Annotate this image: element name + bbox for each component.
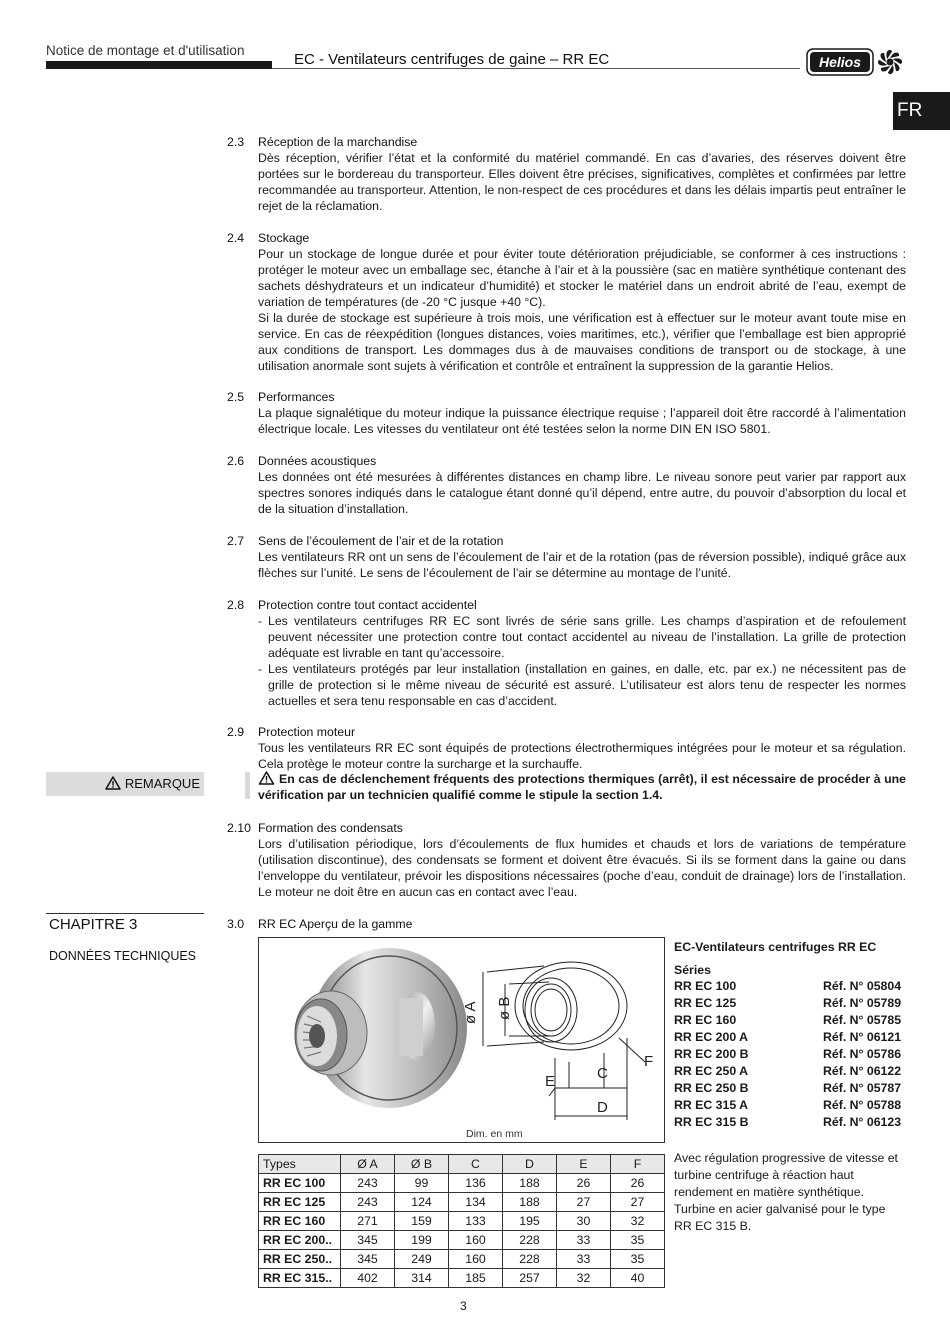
table-cell: 35 bbox=[611, 1250, 665, 1269]
series-item bbox=[674, 1063, 906, 1080]
series-type: RR EC 200 A bbox=[674, 1030, 749, 1044]
table-cell: 33 bbox=[557, 1250, 611, 1269]
table-cell: 32 bbox=[611, 1212, 665, 1231]
dim-label-d: D bbox=[597, 1099, 608, 1116]
dimension-note: Dim. en mm bbox=[466, 1128, 523, 1140]
series-type: RR EC 315 A bbox=[674, 1098, 749, 1112]
series-type: RR EC 160 bbox=[674, 1013, 737, 1027]
chapter-subtitle: DONNÉES TECHNIQUES bbox=[49, 949, 197, 963]
note-text-content: En cas de déclenchement fréquents des protections thermiques (arrêt), il est nécessaire de procéder à une vérification par un technicien qualifié comme le stipule la section 1.4. bbox=[258, 772, 906, 802]
fan-illustration bbox=[259, 938, 666, 1144]
dim-label-f: F bbox=[644, 1053, 654, 1070]
fan-photo bbox=[295, 948, 467, 1108]
series-subtitle: Séries bbox=[674, 963, 711, 977]
dimensions-table bbox=[258, 1154, 665, 1288]
section-number: 2.9 bbox=[227, 725, 245, 739]
table-cell: 314 bbox=[395, 1269, 449, 1288]
section-number: 2.7 bbox=[227, 534, 245, 548]
warning-icon bbox=[105, 776, 121, 790]
table-cell: RR EC 250.. bbox=[259, 1250, 341, 1269]
list-item: - Les ventilateurs protégés par leur installation (installation en gaines, en dalle, etc. par ex.) ne nécessitent pas de grille de protection si le même niveau de sécurité est assuré. L’utilisateur est alors tenu de respecter les normes actuelles et sera tenu responsable en cas d’accident. bbox=[258, 661, 906, 709]
table-row bbox=[259, 1269, 665, 1288]
table-cell: 257 bbox=[503, 1269, 557, 1288]
section-title: Protection moteur bbox=[258, 725, 356, 739]
table-cell: 345 bbox=[341, 1231, 395, 1250]
dim-label-c: C bbox=[597, 1065, 608, 1082]
table-cell: RR EC 200.. bbox=[259, 1231, 341, 1250]
table-cell: 32 bbox=[557, 1269, 611, 1288]
table-header-cell: Types bbox=[259, 1155, 341, 1174]
note-bar bbox=[245, 772, 250, 799]
series-ref: Réf. N° 05787 bbox=[823, 1081, 902, 1095]
section-body: Tous les ventilateurs RR EC sont équipés de protections électrothermiques intégrées pour le moteur et sa régulation. Cela protège le moteur contre la surcharge et la surchauffe. bbox=[258, 741, 906, 771]
section-title: Performances bbox=[258, 390, 335, 404]
section-number: 2.4 bbox=[227, 231, 245, 245]
series-ref: Réf. N° 05789 bbox=[823, 996, 902, 1010]
series-ref: Réf. N° 05786 bbox=[823, 1047, 902, 1061]
series-ref: Réf. N° 06123 bbox=[823, 1115, 902, 1129]
table-cell: 124 bbox=[395, 1193, 449, 1212]
table-header-cell: E bbox=[557, 1155, 611, 1174]
series-description: Avec régulation progressive de vitesse et turbine centrifuge à réaction haut rendement en matière synthétique. Turbine en acier galvanisé pour le type RR EC 315 B. bbox=[674, 1151, 898, 1233]
table-row bbox=[259, 1231, 665, 1250]
dim-label-b: ø B bbox=[496, 996, 513, 1020]
table-cell: 27 bbox=[557, 1193, 611, 1212]
table-cell: RR EC 160 bbox=[259, 1212, 341, 1231]
table-cell: 160 bbox=[449, 1231, 503, 1250]
list-item: - Les ventilateurs centrifuges RR EC sont livrés de série sans grille. Les champs d’aspiration et de refoulement peuvent nécessiter une protection contre tout contact accidentel au niveau de l’installation. La grille de protection adéquate est livrable en tant qu’accessoire. bbox=[258, 613, 906, 661]
table-row bbox=[259, 1250, 665, 1269]
language-tab: FR bbox=[893, 92, 950, 130]
section-body bbox=[258, 613, 906, 709]
table-cell: 159 bbox=[395, 1212, 449, 1231]
table-cell: 26 bbox=[611, 1174, 665, 1193]
table-cell: RR EC 125 bbox=[259, 1193, 341, 1212]
series-item bbox=[674, 995, 906, 1012]
table-cell: 249 bbox=[395, 1250, 449, 1269]
paragraph: Si la durée de stockage est supérieure à trois mois, une vérification est à effectuer sur le moteur avant toute mise en service. En cas de réexpédition (longues distances, voies maritimes, etc.), vérifier que l’emballage est bien approprié aux conditions de transport. Les dommages dus à de mauvaises conditions de transport ou de stockage, à une utilisation anormale sont sujets à vérification et contrôle et entraînent la suppression de la garantie Helios. bbox=[258, 311, 906, 373]
table-cell: 33 bbox=[557, 1231, 611, 1250]
section-number: 2.6 bbox=[227, 454, 245, 468]
header-bar bbox=[46, 61, 272, 69]
table-cell: RR EC 315.. bbox=[259, 1269, 341, 1288]
dim-label-a: ø A bbox=[462, 1001, 479, 1024]
table-cell: 271 bbox=[341, 1212, 395, 1231]
series-item bbox=[674, 1097, 906, 1114]
chapter-rule bbox=[46, 913, 204, 914]
series-item bbox=[674, 978, 906, 995]
table-cell: 345 bbox=[341, 1250, 395, 1269]
series-type: RR EC 250 A bbox=[674, 1064, 749, 1078]
series-ref: Réf. N° 05788 bbox=[823, 1098, 902, 1112]
section-title: Réception de la marchandise bbox=[258, 135, 418, 149]
table-cell: 402 bbox=[341, 1269, 395, 1288]
series-item bbox=[674, 1046, 906, 1063]
logo-text: Helios bbox=[818, 54, 862, 70]
table-cell: 99 bbox=[395, 1174, 449, 1193]
page-number: 3 bbox=[460, 1299, 467, 1313]
table-cell: 228 bbox=[503, 1231, 557, 1250]
series-type: RR EC 125 bbox=[674, 996, 737, 1010]
section-title: RR EC Aperçu de la gamme bbox=[258, 917, 413, 931]
table-cell: 136 bbox=[449, 1174, 503, 1193]
dim-label-e: E bbox=[545, 1073, 556, 1090]
section-number: 2.10 bbox=[227, 821, 251, 835]
section-body bbox=[258, 246, 906, 374]
series-type: RR EC 315 B bbox=[674, 1115, 749, 1129]
series-ref: Réf. N° 06122 bbox=[823, 1064, 902, 1078]
helios-logo bbox=[806, 47, 904, 77]
table-header-cell: F bbox=[611, 1155, 665, 1174]
table-cell: 26 bbox=[557, 1174, 611, 1193]
table-header-cell: C bbox=[449, 1155, 503, 1174]
section-body: Les données ont été mesurées à différentes distances en champ libre. Le niveau sonore peut varier par rapport aux spectres sonores indiqués dans le catalogue étant donné qu’il dépend, entre autre, du pouvoir d’absorption du local et de la situation d’installation. bbox=[258, 470, 906, 516]
table-row bbox=[259, 1174, 665, 1193]
section-title: Sens de l’écoulement de l’air et de la rotation bbox=[258, 534, 504, 548]
series-item bbox=[674, 1114, 906, 1131]
warning-icon bbox=[258, 771, 275, 785]
table-cell: 133 bbox=[449, 1212, 503, 1231]
section-body: Dès réception, vérifier l’état et la conformité du matériel commandé. En cas d’avaries, des réserves doivent être portées sur le bordereau du transporteur. Elles doivent être précises, significatives, complètes et confirmées par lettre recommandée au transporteur. Attention, le non-respect de ces procédures et dans les délais impartis peut entraîner le rejet de la réclamation. bbox=[258, 151, 906, 213]
table-cell: 195 bbox=[503, 1212, 557, 1231]
table-row bbox=[259, 1212, 665, 1231]
series-title: EC-Ventilateurs centrifuges RR EC bbox=[674, 940, 877, 954]
series-ref: Réf. N° 05785 bbox=[823, 1013, 902, 1027]
section-number: 3.0 bbox=[227, 917, 245, 931]
table-cell: 199 bbox=[395, 1231, 449, 1250]
table-cell: 185 bbox=[449, 1269, 503, 1288]
table-row bbox=[259, 1193, 665, 1212]
series-type: RR EC 200 B bbox=[674, 1047, 749, 1061]
table-cell: 134 bbox=[449, 1193, 503, 1212]
table-header-row bbox=[259, 1155, 665, 1174]
note-label bbox=[46, 772, 204, 796]
table-cell: 30 bbox=[557, 1212, 611, 1231]
section-body: Lors d’utilisation périodique, lors d’écoulements de flux humides et chauds et lors de variations de température (utilisation discontinue), des condensats se forment et doivent être évacués. Si ils se forment dans la gaine ou dans l’enveloppe du ventilateur, prévoir les dispositions nécessaires (poche d’eau, conduit de drainage) lors de l’installation. Le moteur ne doit être en aucun cas en contact avec l’eau. bbox=[258, 837, 906, 899]
section-number: 2.8 bbox=[227, 598, 245, 612]
table-cell: 35 bbox=[611, 1231, 665, 1250]
series-type: RR EC 250 B bbox=[674, 1081, 749, 1095]
table-cell: 40 bbox=[611, 1269, 665, 1288]
series-ref: Réf. N° 05804 bbox=[823, 979, 902, 993]
note-label-text: REMARQUE bbox=[124, 776, 200, 791]
section-title: Formation des condensats bbox=[258, 821, 403, 835]
section-title: Protection contre tout contact accidentel bbox=[258, 598, 477, 612]
series-item bbox=[674, 1080, 906, 1097]
table-cell: 243 bbox=[341, 1193, 395, 1212]
table-header-cell: Ø B bbox=[395, 1155, 449, 1174]
table-cell: RR EC 100 bbox=[259, 1174, 341, 1193]
section-body: Les ventilateurs RR ont un sens de l’écoulement de l’air et de la rotation (pas de réversion possible), indiqué grâce aux flèches sur l’unité. Le sens de l’écoulement de l’air se détermine au montage de l’unité. bbox=[258, 550, 906, 580]
table-header-cell: Ø A bbox=[341, 1155, 395, 1174]
series-item bbox=[674, 1029, 906, 1046]
document-type: Notice de montage et d'utilisation bbox=[46, 43, 245, 58]
product-figure bbox=[258, 937, 665, 1143]
paragraph: Pour un stockage de longue durée et pour éviter toute détérioration préjudiciable, se conformer à ces instructions : protéger le moteur avec un emballage sec, étanche à l’air et à la poussière (sac en matière synthétique contenant des sachets déshydrateurs et un indicateur d’humidité) et stocker le matériel dans un endroit abrité de l’eau, exempt de variation de températures (de -20 °C jusque +40 °C). bbox=[258, 247, 906, 309]
chapter-title: CHAPITRE 3 bbox=[49, 916, 138, 933]
table-header-cell: D bbox=[503, 1155, 557, 1174]
series-ref: Réf. N° 06121 bbox=[823, 1030, 902, 1044]
table-cell: 160 bbox=[449, 1250, 503, 1269]
header-rule bbox=[272, 68, 800, 69]
note-text bbox=[258, 771, 906, 803]
page-title: EC - Ventilateurs centrifuges de gaine – RR EC bbox=[294, 51, 610, 68]
section-title: Stockage bbox=[258, 231, 310, 245]
table-cell: 188 bbox=[503, 1193, 557, 1212]
section-number: 2.3 bbox=[227, 135, 245, 149]
dimension-drawing bbox=[483, 962, 645, 1120]
series-item bbox=[674, 1012, 906, 1029]
series-type: RR EC 100 bbox=[674, 979, 737, 993]
table-cell: 27 bbox=[611, 1193, 665, 1212]
series-list bbox=[674, 939, 906, 1131]
section-title: Données acoustiques bbox=[258, 454, 377, 468]
table-cell: 228 bbox=[503, 1250, 557, 1269]
section-body: La plaque signalétique du moteur indique la puissance électrique requise ; l’appareil doit être raccordé à l’alimentation électrique locale. Les vitesses du ventilateur ont été testées selon la norme DIN EN ISO 5801. bbox=[258, 406, 906, 436]
table-cell: 243 bbox=[341, 1174, 395, 1193]
section-number: 2.5 bbox=[227, 390, 245, 404]
table-cell: 188 bbox=[503, 1174, 557, 1193]
